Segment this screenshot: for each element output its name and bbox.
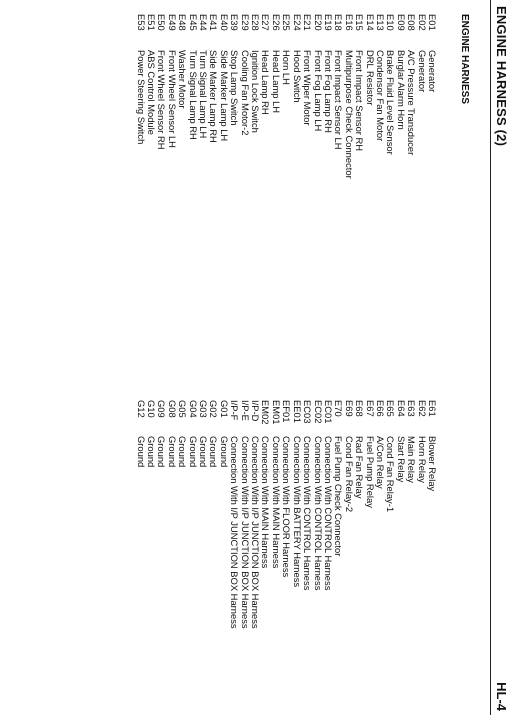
connector-name: Connection With MAIN Harness	[260, 436, 272, 569]
connector-code: E18	[333, 14, 345, 31]
connector-code: E48	[177, 14, 189, 31]
connector-name: Washer Motor	[177, 50, 189, 109]
connector-code: E15	[354, 14, 366, 31]
connector-row	[198, 14, 208, 179]
connector-code: G05	[177, 400, 189, 418]
connector-name: Stop Lamp Switch	[229, 50, 241, 126]
connector-row	[291, 400, 301, 629]
connector-code: E13	[374, 14, 386, 31]
connector-code: I/P-F	[229, 400, 241, 421]
connector-name: Condensor Fan Motor	[374, 50, 386, 142]
connector-code: E14	[364, 14, 376, 31]
connector-code: E68	[354, 400, 366, 417]
connector-name: Ground	[166, 436, 178, 468]
connector-name: Generator	[427, 50, 438, 93]
connector-row	[323, 400, 333, 629]
connector-code: E45	[187, 14, 199, 31]
section-title: ENGINE HARNESS	[459, 14, 470, 105]
connector-name: Ground	[218, 436, 230, 468]
connector-name: Ground	[208, 436, 220, 468]
connector-name: Power Steering Switch	[135, 50, 147, 145]
connector-row	[229, 14, 239, 179]
connector-code: E50	[156, 14, 168, 31]
connector-code: G02	[208, 400, 220, 418]
connector-name: Start Relay	[395, 436, 407, 483]
connector-code: E41	[208, 14, 220, 31]
connector-row	[187, 14, 197, 179]
connector-row	[156, 400, 166, 629]
connector-name: Ground	[146, 436, 158, 468]
connector-name: Front Wheel Sensor RH	[156, 50, 168, 150]
connector-name: Multipurpose Check Connector	[343, 50, 355, 179]
page-title: ENGINE HARNESS (2)	[494, 6, 509, 147]
connector-code: G09	[156, 400, 168, 418]
connector-code: E44	[198, 14, 210, 31]
connector-code: E24	[291, 14, 303, 31]
connector-code: E28	[250, 14, 262, 31]
connector-row	[333, 14, 343, 179]
connector-code: E61	[427, 400, 438, 417]
connector-name: Side Marker Lamp LH	[218, 50, 230, 142]
connector-row	[218, 400, 228, 629]
connector-name: Head Lamp LH	[270, 50, 282, 114]
connector-row	[375, 14, 385, 179]
connector-row	[364, 400, 374, 629]
connector-code: E26	[270, 14, 282, 31]
connector-name: Main Relay	[406, 436, 418, 483]
connector-code: E19	[322, 14, 334, 31]
connector-name: Head Lamp RH	[260, 50, 272, 115]
connector-name: A/C Pressure Transducer	[406, 50, 418, 156]
connector-row	[250, 14, 260, 179]
connector-name: Ground	[156, 436, 168, 468]
connector-name: Connection With CONTROL Harness	[312, 436, 324, 591]
connector-row	[364, 14, 374, 179]
connector-code: E16	[343, 14, 355, 31]
page-number: HL-4	[494, 682, 509, 711]
connector-name: Ground	[198, 436, 210, 468]
connector-row	[239, 14, 249, 179]
connector-name: DRL Resistor	[364, 50, 376, 106]
connector-name: Fuel Pump Check Connector	[333, 436, 345, 557]
connector-row	[239, 400, 249, 629]
connector-row	[166, 400, 176, 629]
connector-code: E27	[260, 14, 272, 31]
connector-row	[375, 400, 385, 629]
connector-code: EM01	[270, 400, 282, 425]
connector-name: Hood Switch	[291, 50, 303, 103]
connector-code: I/P-E	[239, 400, 251, 421]
connector-row	[146, 400, 156, 629]
connector-row	[385, 400, 395, 629]
connector-row	[281, 400, 291, 629]
connector-code: I/P-D	[250, 400, 262, 422]
connector-code: E29	[239, 14, 251, 31]
connector-code: E63	[406, 400, 418, 417]
connector-row	[406, 14, 416, 179]
connector-row	[260, 14, 270, 179]
connector-code: E62	[416, 400, 428, 417]
connector-code: E53	[135, 14, 147, 31]
connector-row	[427, 14, 437, 179]
connector-code: EE01	[291, 400, 303, 423]
connector-name: ABS Control Module	[146, 50, 158, 135]
connector-row	[416, 400, 426, 629]
connector-code: E69	[343, 400, 355, 417]
connector-row	[354, 400, 364, 629]
connector-code: EC02	[312, 400, 324, 424]
connector-name: Front Impact Sensor RH	[354, 50, 366, 152]
connector-name: Horn LH	[281, 50, 293, 85]
header-divider	[490, 0, 491, 715]
connector-code: E66	[374, 400, 386, 417]
connector-row	[208, 14, 218, 179]
connector-row	[250, 400, 260, 629]
connector-code: E64	[395, 400, 407, 417]
connector-name: Brake Fluid Level Sensor	[385, 50, 397, 155]
connector-row	[302, 400, 312, 629]
connector-row	[198, 400, 208, 629]
connector-code: G10	[146, 400, 158, 418]
connector-name: A/Con Relay	[374, 436, 386, 489]
connector-name: Turn Signal Lamp RH	[187, 50, 199, 140]
connector-code: G03	[198, 400, 210, 418]
connector-name: Horn Relay	[416, 436, 428, 483]
connector-row	[395, 14, 405, 179]
connector-name: Front Wiper Motor	[302, 50, 314, 126]
connector-name: Burglar Alarm Horn	[395, 50, 407, 130]
connector-row	[333, 400, 343, 629]
connector-name: Rad Fan Relay	[354, 436, 366, 499]
connector-name: Connection With I/P JUNCTION BOX Harness	[229, 436, 241, 629]
connector-code: E67	[364, 400, 376, 417]
connector-row	[260, 400, 270, 629]
connector-code: E65	[385, 400, 397, 417]
connector-row	[312, 400, 322, 629]
connector-row	[302, 14, 312, 179]
connector-name: Connection With MAIN Harness	[270, 436, 282, 569]
connector-row	[354, 14, 364, 179]
connector-row	[406, 400, 416, 629]
connector-code: E25	[281, 14, 293, 31]
connector-row	[156, 14, 166, 179]
connector-code: EF01	[281, 400, 293, 423]
connector-name: Turn Signal Lamp LH	[198, 50, 210, 139]
connector-name: Ground	[177, 436, 189, 468]
connector-code: G12	[135, 400, 147, 418]
connector-name: Ground	[135, 436, 147, 468]
connector-name: Blower Relay	[427, 436, 438, 492]
connector-list-right	[135, 400, 437, 629]
connector-name: Connection With CONTROL Harness	[322, 436, 334, 591]
connector-code: E10	[385, 14, 397, 31]
connector-name: Front Fog Lamp LH	[312, 50, 324, 132]
connector-row	[177, 14, 187, 179]
connector-row	[218, 14, 228, 179]
connector-row	[146, 14, 156, 179]
connector-code: E49	[166, 14, 178, 31]
connector-name: Generator	[416, 50, 428, 93]
connector-code: E21	[302, 14, 314, 31]
connector-row	[271, 14, 281, 179]
connector-code: E51	[146, 14, 158, 31]
connector-code: E09	[395, 14, 407, 31]
connector-code: E39	[229, 14, 241, 31]
connector-name: Side Marker Lamp RH	[208, 50, 220, 143]
connector-name: Front Impact Sensor LH	[333, 50, 345, 150]
connector-name: Connection With BATTERY Harness	[291, 436, 303, 588]
connector-code: E70	[333, 400, 345, 417]
connector-row	[135, 400, 145, 629]
connector-row	[291, 14, 301, 179]
connector-code: E08	[406, 14, 418, 31]
connector-name: Cond Fan Relay-2	[343, 436, 355, 513]
connector-name: Front Wheel Sensor LH	[166, 50, 178, 148]
connector-row	[343, 14, 353, 179]
connector-name: Connection With FLOOR Harness	[281, 436, 293, 578]
connector-code: EC01	[322, 400, 334, 424]
connector-name: Fuel Pump Relay	[364, 436, 376, 508]
connector-row	[343, 400, 353, 629]
connector-code: E01	[427, 14, 438, 31]
connector-name: Connection With CONTROL Harness	[302, 436, 314, 591]
connector-name: Connection With I/P JUNCTION BOX Harness	[250, 436, 262, 629]
connector-row	[135, 14, 145, 179]
connector-name: Connection With I/P JUNCTION BOX Harness	[239, 436, 251, 629]
connector-row	[271, 400, 281, 629]
connector-row	[187, 400, 197, 629]
connector-name: Cooling Fan Motor-2	[239, 50, 251, 136]
connector-code: EM02	[260, 400, 272, 425]
connector-name: Front Fog Lamp RH	[322, 50, 334, 133]
connector-row	[312, 14, 322, 179]
connector-name: Ground	[187, 436, 199, 468]
connector-code: E20	[312, 14, 324, 31]
connector-row	[427, 400, 437, 629]
connector-list-left	[135, 14, 437, 179]
connector-code: E40	[218, 14, 230, 31]
connector-code: EC03	[302, 400, 314, 424]
connector-row	[208, 400, 218, 629]
connector-row	[416, 14, 426, 179]
connector-code: G01	[218, 400, 230, 418]
connector-row	[177, 400, 187, 629]
connector-row	[395, 400, 405, 629]
connector-row	[229, 400, 239, 629]
connector-row	[166, 14, 176, 179]
connector-code: E02	[416, 14, 428, 31]
connector-code: G08	[166, 400, 178, 418]
connector-code: G04	[187, 400, 199, 418]
connector-row	[385, 14, 395, 179]
connector-name: Ignition Lock Switch	[250, 50, 262, 133]
connector-name: Cond Fan Relay-1	[385, 436, 397, 513]
connector-row	[281, 14, 291, 179]
connector-row	[323, 14, 333, 179]
